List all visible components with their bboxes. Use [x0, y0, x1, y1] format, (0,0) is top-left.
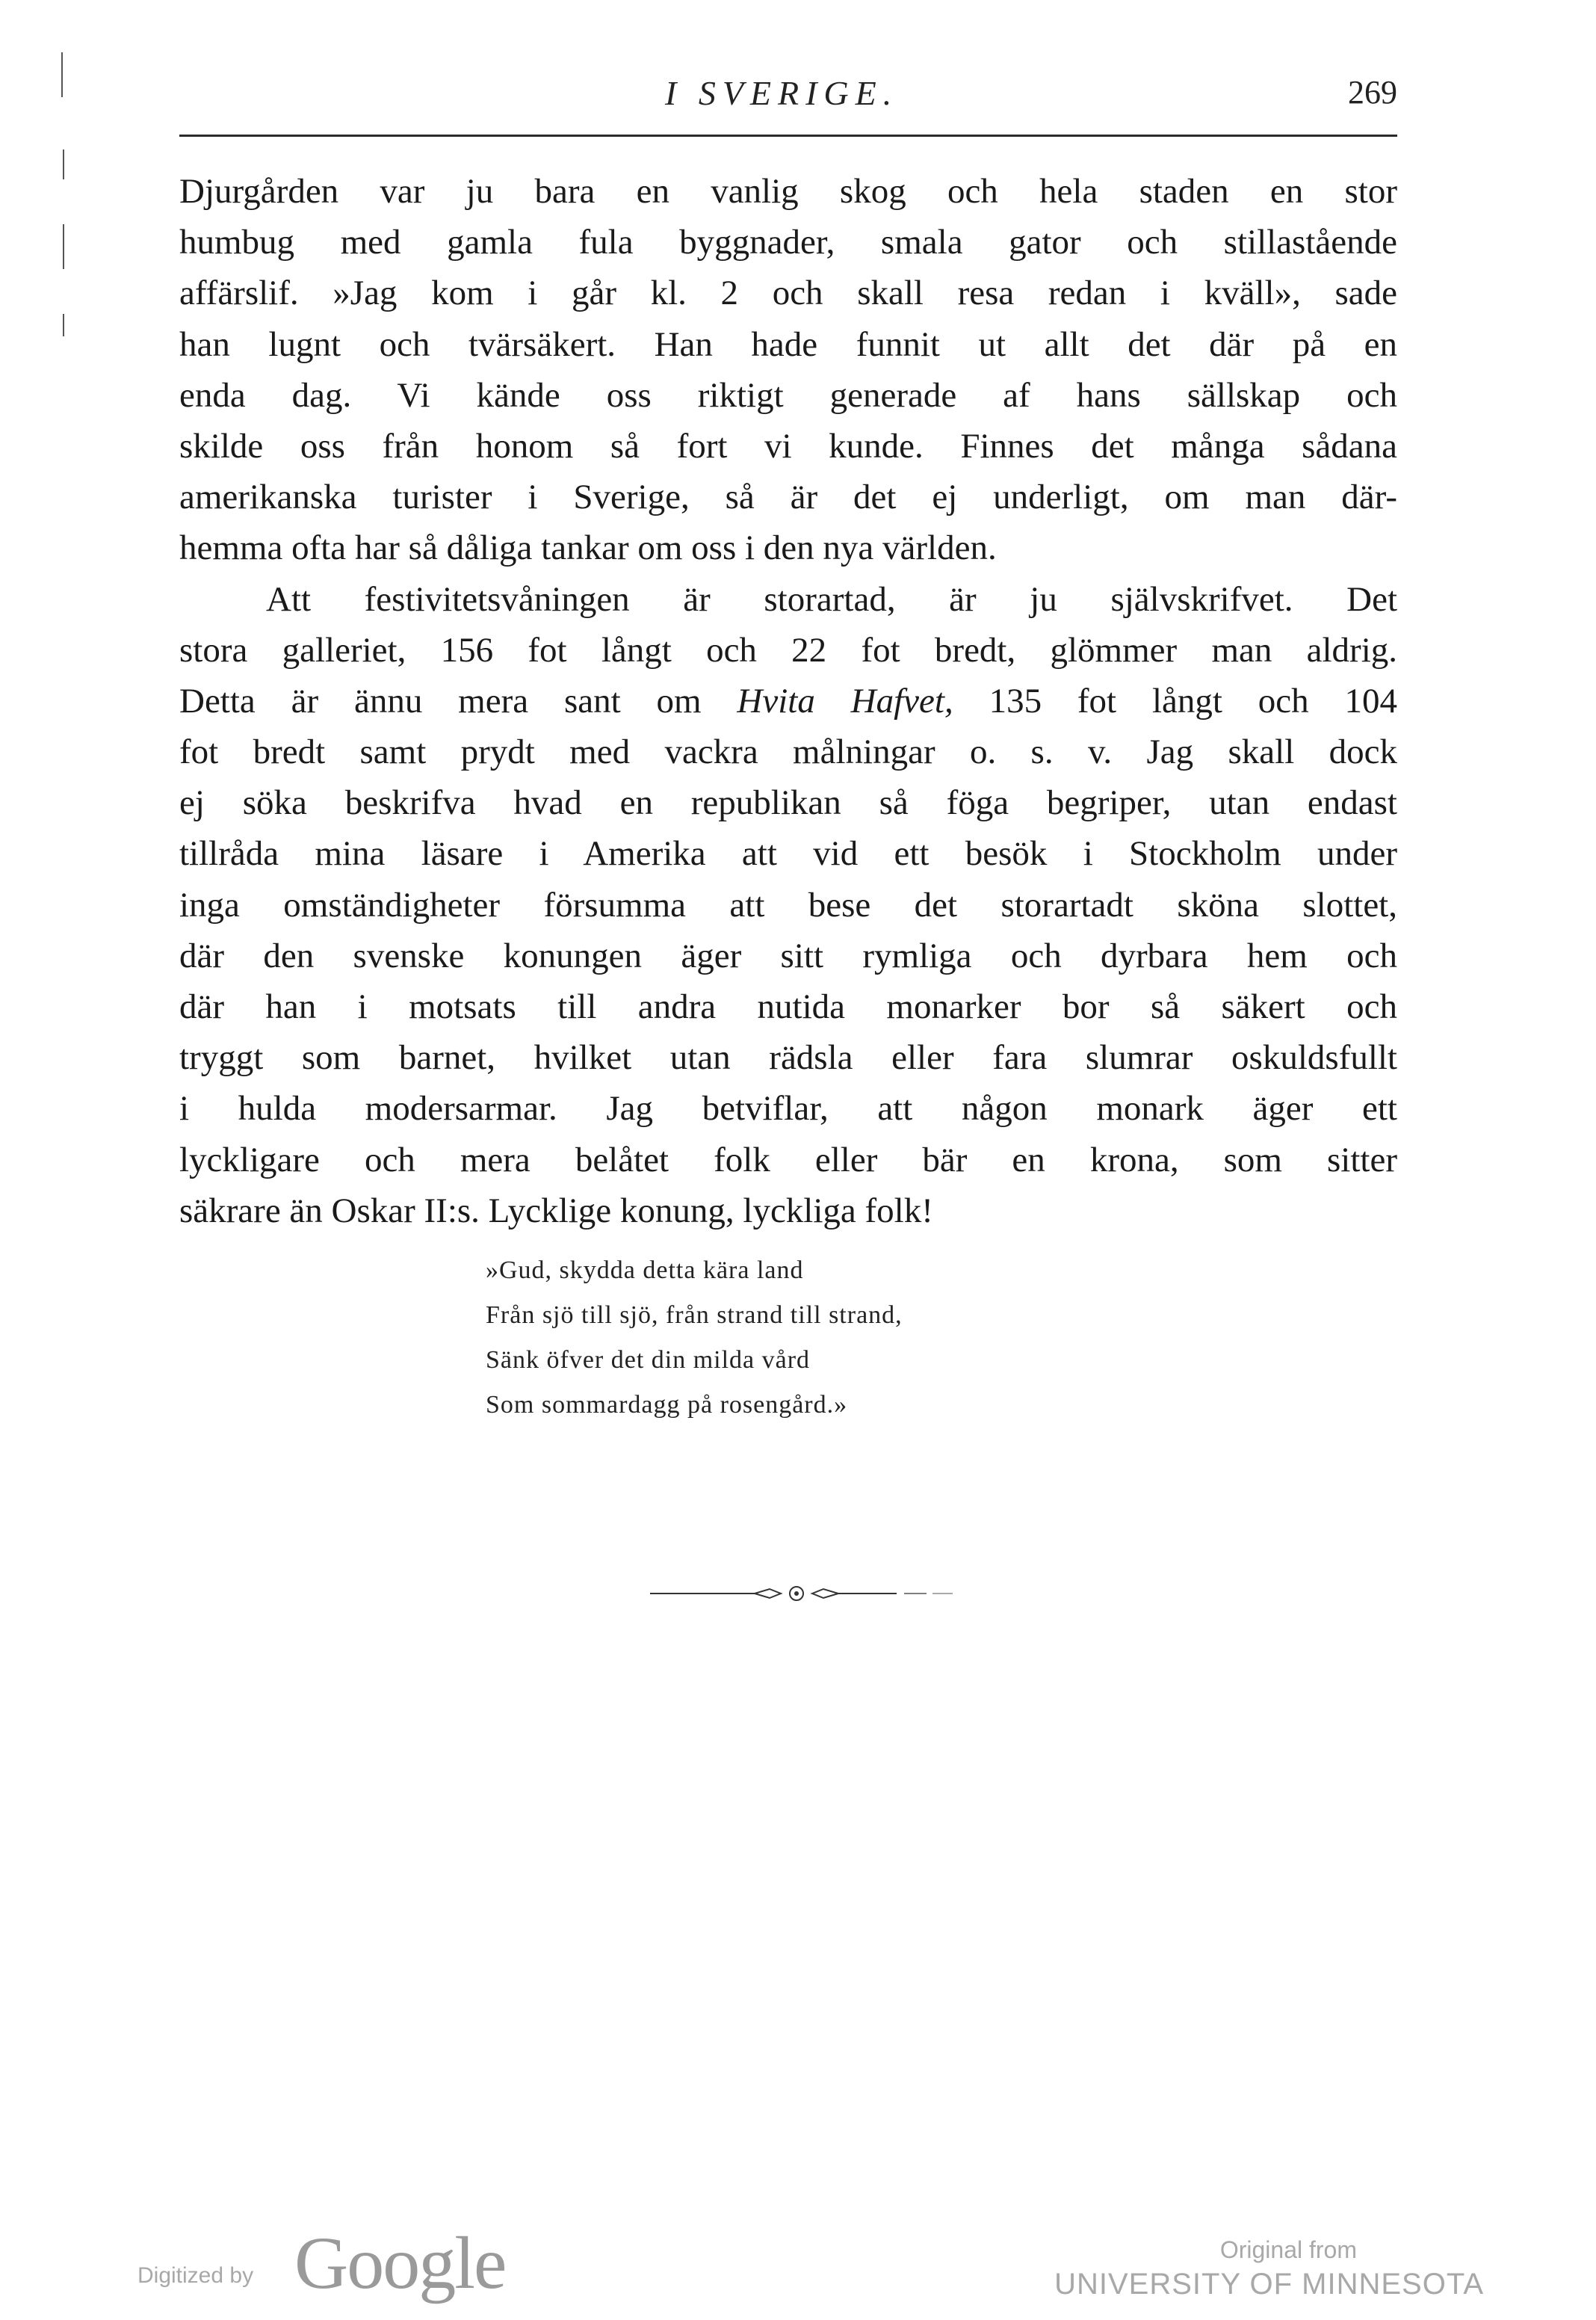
- header-rule: [179, 135, 1397, 137]
- text-line: Att festivitetsvåningen är storartad, är ju självskrifvet. Det: [266, 579, 1397, 619]
- text-line: stora galleriet, 156 fot långt och 22 fot bredt, glömmer man aldrig.: [179, 630, 1397, 670]
- university-name: UNIVERSITY OF MINNESOTA: [1054, 2268, 1484, 2301]
- text-line: säkrare än Oskar II:s. Lycklige konung, lyckliga folk!: [179, 1191, 933, 1230]
- digitized-by-label: Digitized by: [137, 2263, 254, 2288]
- text-line: lyckligare och mera belåtet folk eller bär en krona, som sitter: [179, 1140, 1397, 1179]
- poem-line: Som sommardagg på rosengård.»: [486, 1391, 848, 1419]
- text-line: humbug med gamla fula byggnader, smala gator och stillastående: [179, 223, 1397, 262]
- text-line: ej söka beskrifva hvad en republikan så föga begriper, utan endast: [179, 783, 1397, 823]
- text-line: enda dag. Vi kände oss riktigt generade af hans sällskap och: [179, 375, 1397, 415]
- text-line: amerikanska turister i Sverige, så är det ej underligt, om man där-: [179, 478, 1397, 517]
- text-line: hemma ofta har så dåliga tankar om oss i den nya världen.: [179, 528, 997, 568]
- text-line: där den svenske konungen äger sitt rymliga och dyrbara hem och: [179, 936, 1397, 975]
- text-line: Djurgården var ju bara en vanlig skog och hela staden en stor: [179, 172, 1397, 211]
- italic-title: Hvita Hafvet,: [737, 681, 953, 721]
- poem-line: Från sjö till sjö, från strand till strand,: [486, 1301, 903, 1329]
- digitized-by-google-watermark: [137, 2220, 526, 2302]
- margin-scan-mark: [63, 314, 64, 336]
- text-line: han lugnt och tvärsäkert. Han hade funnit ut allt det där på en: [179, 324, 1397, 364]
- text-line: där han i motsats till andra nutida monarker bor så säkert och: [179, 987, 1397, 1026]
- text-line: i hulda modersarmar. Jag betviflar, att någon monark äger ett: [179, 1089, 1397, 1129]
- text-line: affärslif. »Jag kom i går kl. 2 och skall resa redan i kväll», sade: [179, 274, 1397, 313]
- ornament-divider: [650, 1579, 956, 1608]
- text-line: fot bredt samt prydt med vackra målningar o. s. v. Jag skall dock: [179, 732, 1397, 772]
- text-line: skilde oss från honom så fort vi kunde. Finnes det många sådana: [179, 426, 1397, 466]
- poem-line: »Gud, skydda detta kära land: [486, 1256, 804, 1284]
- text-line-with-italic: [179, 676, 1397, 726]
- text-segment: 135 fot långt och 104: [953, 681, 1397, 721]
- text-line: tryggt som barnet, hvilket utan rädsla eller fara slumrar oskuldsfullt: [179, 1038, 1397, 1078]
- google-logo: Google: [294, 2221, 506, 2304]
- original-from-label: Original from: [1219, 2236, 1357, 2263]
- page-number: 269: [1348, 74, 1397, 111]
- text-line: inga omständigheter försumma att bese det storartadt sköna slottet,: [179, 885, 1397, 925]
- margin-scan-mark: [61, 52, 63, 97]
- text-segment: Detta är ännu mera sant om: [179, 681, 737, 721]
- running-title: I SVERIGE.: [665, 74, 899, 112]
- margin-scan-mark: [63, 149, 64, 179]
- body-text: [179, 166, 1397, 1236]
- source-attribution: [1036, 2235, 1484, 2304]
- running-header: [179, 73, 1397, 133]
- poem-line: Sänk öfver det din milda vård: [486, 1346, 811, 1374]
- poem-quote: [486, 1248, 1158, 1428]
- margin-scan-mark: [63, 224, 64, 269]
- text-line: tillråda mina läsare i Amerika att vid ett besök i Stockholm under: [179, 834, 1397, 874]
